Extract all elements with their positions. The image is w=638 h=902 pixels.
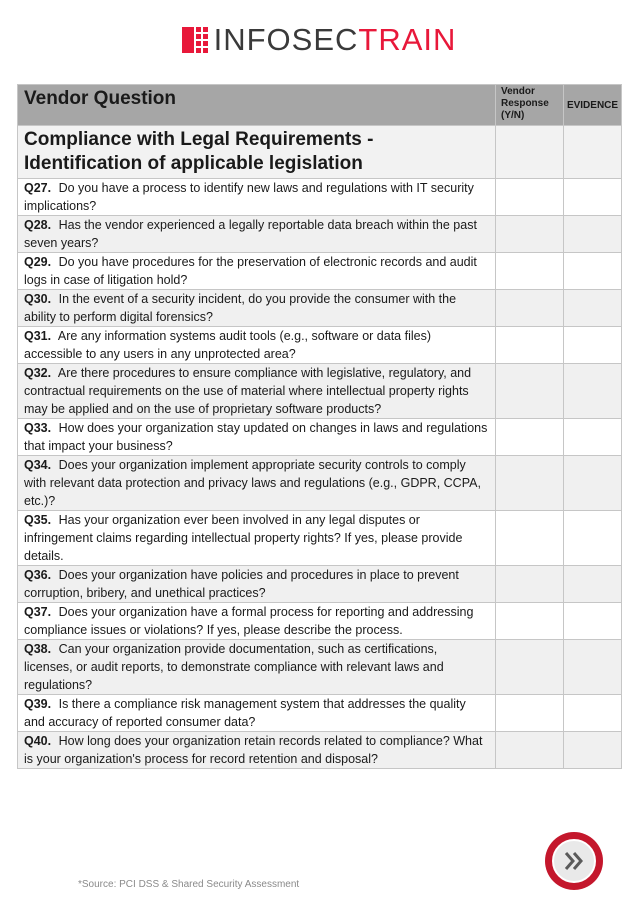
double-chevron-right-icon [562,849,586,873]
response-cell[interactable] [496,253,564,290]
table-row [18,603,622,640]
vendor-question-table [17,84,622,769]
response-cell[interactable] [496,327,564,364]
question-cell [18,511,496,566]
evidence-cell[interactable] [564,640,622,695]
question-number: Q31. [24,329,52,343]
question-text: Does your organization have a formal process for reporting and addressing compliance issues or violations? If yes, please describe the process. [24,605,474,637]
response-cell[interactable] [496,640,564,695]
evidence-cell[interactable] [564,327,622,364]
question-number: Q30. [24,292,52,306]
logo-text [214,22,457,58]
question-cell [18,603,496,640]
question-text: Does your organization implement appropriate security controls to comply with relevant data protection and privacy laws and regulations (e.g., GDPR, CCPA, etc.)? [24,458,481,508]
question-number: Q40. [24,734,52,748]
response-cell[interactable] [496,695,564,732]
question-text: Is there a compliance risk management system that addresses the quality and accuracy of reported consumer data? [24,697,466,729]
question-text: In the event of a security incident, do you provide the consumer with the ability to perform digital forensics? [24,292,457,324]
response-cell[interactable] [496,456,564,511]
section-evidence-cell [564,126,622,179]
response-cell[interactable] [496,290,564,327]
table-row [18,364,622,419]
table-row [18,216,622,253]
question-number: Q35. [24,513,52,527]
question-cell [18,179,496,216]
response-cell[interactable] [496,566,564,603]
section-title: Compliance with Legal Requirements - Identification of applicable legislation [18,126,496,179]
question-number: Q34. [24,458,52,472]
table-row [18,253,622,290]
response-cell[interactable] [496,216,564,253]
question-cell [18,732,496,769]
table-row [18,640,622,695]
question-text: Does your organization have policies and procedures in place to prevent corruption, bribery, and unethical practices? [24,568,459,600]
table-row [18,732,622,769]
question-text: Are there procedures to ensure compliance with legislative, regulatory, and contractual requirements on the use of material where intellectual property rights may be applied and on the use of proprietary software products? [24,366,472,416]
response-cell[interactable] [496,732,564,769]
question-cell [18,290,496,327]
question-cell [18,216,496,253]
section-row [18,126,622,179]
question-number: Q38. [24,642,52,656]
evidence-cell[interactable] [564,253,622,290]
evidence-cell[interactable] [564,179,622,216]
question-number: Q28. [24,218,52,232]
evidence-cell[interactable] [564,456,622,511]
question-number: Q33. [24,421,52,435]
question-text: Can your organization provide documentation, such as certifications, licenses, or audit reports, to demonstrate compliance with relevant laws and regulations? [24,642,444,692]
evidence-cell[interactable] [564,511,622,566]
evidence-cell[interactable] [564,290,622,327]
question-number: Q36. [24,568,52,582]
question-text: Do you have a process to identify new laws and regulations with IT security implications? [24,181,474,213]
table-row [18,511,622,566]
question-cell [18,566,496,603]
question-cell [18,419,496,456]
table-row [18,566,622,603]
question-cell [18,327,496,364]
response-cell[interactable] [496,603,564,640]
table-row [18,327,622,364]
header-vendor-response: Vendor Response (Y/N) [496,85,564,126]
response-cell[interactable] [496,511,564,566]
question-number: Q27. [24,181,52,195]
question-text: Has the vendor experienced a legally reportable data breach within the past seven years? [24,218,477,250]
question-text: Are any information systems audit tools (e.g., software or data files) accessible to any users in any unprotected area? [24,329,431,361]
table-row [18,419,622,456]
response-cell[interactable] [496,419,564,456]
question-cell [18,364,496,419]
response-cell[interactable] [496,179,564,216]
logo-text-infosec: INFOSEC [213,22,359,57]
logo-text-train: TRAIN [358,22,457,57]
question-text: Has your organization ever been involved in any legal disputes or infringement claims regarding intellectual property rights? If yes, please provide details. [24,513,463,563]
question-cell [18,253,496,290]
question-text: Do you have procedures for the preservation of electronic records and audit logs in case of litigation hold? [24,255,477,287]
evidence-cell[interactable] [564,566,622,603]
source-note: *Source: PCI DSS & Shared Security Assessment [78,879,300,890]
question-number: Q29. [24,255,52,269]
section-response-cell [496,126,564,179]
table-row [18,456,622,511]
question-text: How long does your organization retain records related to compliance? What is your organization's process for record retention and disposal? [24,734,483,766]
evidence-cell[interactable] [564,419,622,456]
table-row [18,290,622,327]
question-cell [18,695,496,732]
question-number: Q39. [24,697,52,711]
logo [0,22,638,58]
evidence-cell[interactable] [564,364,622,419]
question-cell [18,456,496,511]
table-header-row [18,85,622,126]
question-number: Q32. [24,366,52,380]
header-vendor-question: Vendor Question [18,85,496,126]
evidence-cell[interactable] [564,216,622,253]
question-number: Q37. [24,605,52,619]
response-cell[interactable] [496,364,564,419]
question-text: How does your organization stay updated on changes in laws and regulations that impact your business? [24,421,488,453]
question-cell [18,640,496,695]
table-row [18,179,622,216]
evidence-cell[interactable] [564,732,622,769]
header-evidence: EVIDENCE [564,85,622,126]
table-row [18,695,622,732]
evidence-cell[interactable] [564,603,622,640]
logo-grid-icon [182,27,208,53]
next-page-button-inner [552,839,596,883]
evidence-cell[interactable] [564,695,622,732]
next-page-button[interactable] [545,832,603,890]
